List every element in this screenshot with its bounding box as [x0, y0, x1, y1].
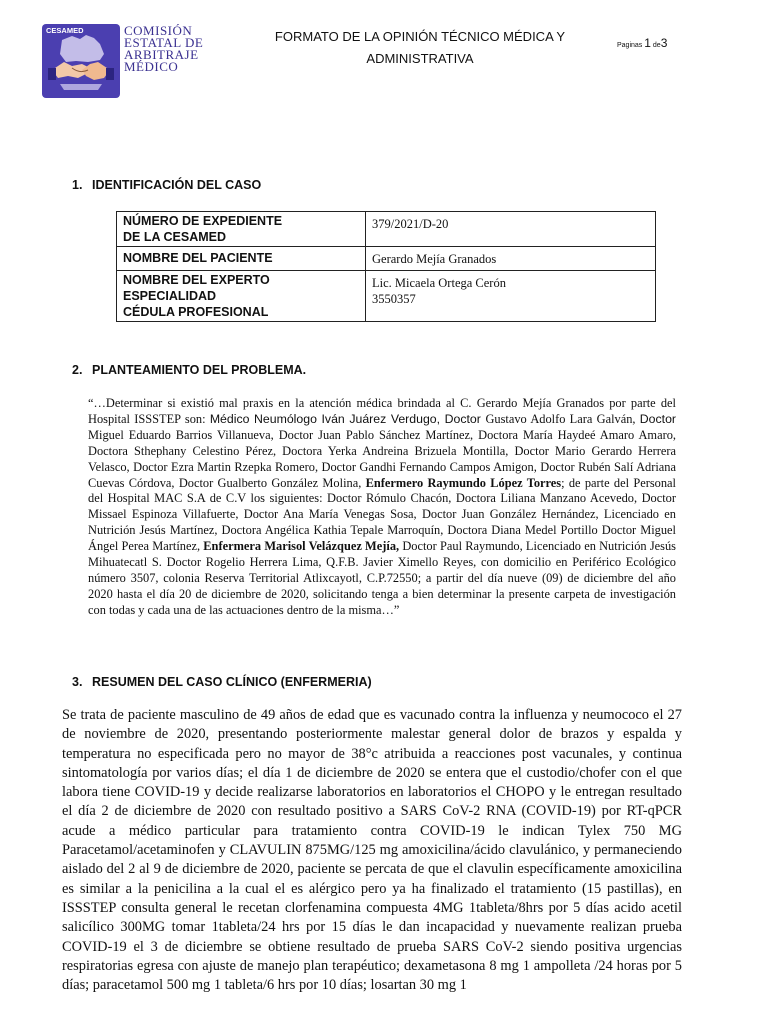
handshake-icon	[42, 24, 120, 98]
quote-text: Doctor	[639, 411, 676, 426]
label-line: CÉDULA PROFESIONAL	[123, 305, 269, 319]
section-title: PLANTEAMIENTO DEL PROBLEMA.	[92, 363, 307, 377]
quote-text: Miguel Eduardo Barrios Villanueva, Doctor Juan Pablo Sánchez Martínez, Doctora María Haydeé Amaro Amaro, Doctora Sthephany Celestino Pérez, Doctora Yerka Andreina Brizuela Montilla, Doctor Mario Gerardo Herrera Velasco, Doctor Ezra Martin Rzepka Romero, Doctor Gandhi Fernando Campos Amigon, Doctor Rubén Salí Adriana Cuevas Córdova, Doctor Gualberto González Molina,	[88, 427, 676, 490]
page-current: 1	[644, 36, 651, 50]
cesamed-logo	[42, 24, 219, 98]
section-number: 2.	[72, 363, 83, 377]
value-line: Gerardo Mejía Granados	[372, 252, 497, 266]
row-label	[117, 212, 366, 247]
value-line: 3550357	[372, 292, 416, 306]
label-line: NOMBRE DEL PACIENTE	[123, 251, 273, 265]
table-row	[117, 212, 656, 247]
quote-text: ; de parte del Personal del Hospital MAC S.A de C.V los siguientes: Doctor Rómulo Chacón, Doctora Liliana Manzano Acevedo, Doctor Missael Espinoza Villafuerte, Doctor Ana María Venegas Sosa, Doctor Juan González Hernández, Licenciado en Nutrición Jesús Martínez, Doctora Angélica Kathia Tepale Marroquín, Doctora Diana Medel Portillo Doctor Miguel Ángel Perea Martínez,	[88, 475, 676, 554]
row-value	[366, 212, 656, 247]
document-title-line1: FORMATO DE LA OPINIÓN TÉCNICO MÉDICA Y	[274, 29, 566, 44]
section-title: IDENTIFICACIÓN DEL CASO	[92, 178, 262, 192]
section-number: 1.	[72, 178, 83, 192]
quote-text: “…Determinar si existió mal praxis en la atención médica brindada al C. Gerardo Mejía Granados por parte del Hospital ISSSTEP son:	[88, 396, 676, 426]
page-indicator	[617, 36, 667, 50]
row-value	[366, 271, 656, 322]
quote-bold-name: Enfermero Raymundo López Torres	[365, 475, 562, 490]
section-title: RESUMEN DEL CASO CLÍNICO (ENFERMERIA)	[92, 675, 372, 689]
label-line: NOMBRE DEL EXPERTO	[123, 273, 270, 287]
quote-text: Médico Neumólogo Iván Juárez Verdugo, Doctor	[209, 411, 486, 426]
quote-text: Gustavo Adolfo Lara Galván,	[485, 411, 640, 426]
label-line: NÚMERO DE EXPEDIENTE	[123, 214, 283, 228]
value-line: 379/2021/D-20	[372, 217, 449, 231]
document-title	[268, 26, 572, 70]
logo-name-line: ARBITRAJE	[124, 47, 199, 62]
document-title-line2: ADMINISTRATIVA	[366, 51, 474, 66]
logo-wordmark	[124, 25, 203, 73]
logo-name-line: MÉDICO	[124, 59, 179, 74]
row-label	[117, 247, 366, 271]
section-1-heading	[72, 178, 261, 192]
quote-bold-name: Enfermera Marisol Velázquez Mejía,	[203, 539, 400, 554]
clinical-summary-paragraph: Se trata de paciente masculino de 49 años de edad que es vacunado contra la influenza y neumococo el 27 de noviembre de 2020, presentando posteriormente malestar general dolor de brazos y espalda y temperatura no especificada pero no mayor de 38°c atribuida a reacciones post vacunales, y continua sintomatología por varios días; el día 1 de diciembre de 2020 se entera que el custodio/chofer con el que labora tiene COVID-19 y decide realizarse laboratorios en laboratorios el CHOPO y le entregan resultado el día 2 de diciembre de 2020 con resultado positivo a SARS CoV-2 RNA (COVID-19) por RT-qPCR acude a médico particular para tratamiento contra COVID-19 le indican Tylex 750 MG Paracetamol/acetaminofen y CLAVULIN 875MG/125 mg amoxicilina/ácido clavulánico, y permaneciendo aislado del 2 al 9 de diciembre de 2020, paciente se percata de que el clavulin específicamente amoxicilina es similar a la penicilina a la cual el es alérgico pero ya ha finalizado el tratamiento (15 pastillas), en ISSSTEP consulta general le recetan clorfenamina compuesta 4MG 1tableta/8hrs por 5 días acido acetil salicílico 300MG tomar 1tableta/24 hrs por 15 días le dan incapacidad y nuevamente realizan prueba COVID-19 el 3 de diciembre se obtiene resultado de prueba SARS CoV-2 siendo positiva urgencias respiratorias egresa con ajuste de manejo plan terapéutico; dexametasona 8 mg 1 ampolleta /24 horas por 5 días; paracetamol 500 mg 1 tableta/6 hrs por 10 días; losartan 30 mg 1	[62, 707, 682, 994]
table-row	[117, 247, 656, 271]
page-of-label: de	[652, 42, 661, 49]
row-label	[117, 271, 366, 322]
label-line: DE LA CESAMED	[123, 230, 227, 244]
logo-name-line: ESTATAL DE	[124, 35, 204, 50]
section-3-heading	[72, 675, 372, 689]
quote-text: Doctor Paul Raymundo, Licenciado en Nutrición Jesús Mihuatecatl S. Doctor Rogelio Herrera Lima, Q.F.B. Javier Ximello Reyes, con domicilio en Periférico Ecológico número 3507, colonia Reserva Territorial Atlixcayotl, C.P.72550; a partir del día nueve (09) de diciembre del año 2020 hasta el día 20 de diciembre de 2020, solicitando tenga a bien determinar la presente carpeta de investigación con todas y cada una de las actuaciones dentro de la misma…”	[88, 539, 676, 617]
value-line: Lic. Micaela Ortega Cerón	[372, 276, 506, 290]
section-number: 3.	[72, 675, 83, 689]
problem-statement-quote	[88, 396, 676, 619]
label-line: ESPECIALIDAD	[123, 289, 217, 303]
logo-name-line: COMISIÓN	[124, 23, 193, 38]
logo-abbr: CESAMED	[46, 26, 84, 35]
row-value	[366, 247, 656, 271]
logo-emblem	[42, 24, 120, 98]
page-total: 3	[660, 36, 668, 50]
section-2-heading	[72, 363, 306, 377]
page-label: Paginas	[617, 42, 643, 49]
table-row	[117, 271, 656, 322]
case-identification-table	[116, 211, 656, 322]
